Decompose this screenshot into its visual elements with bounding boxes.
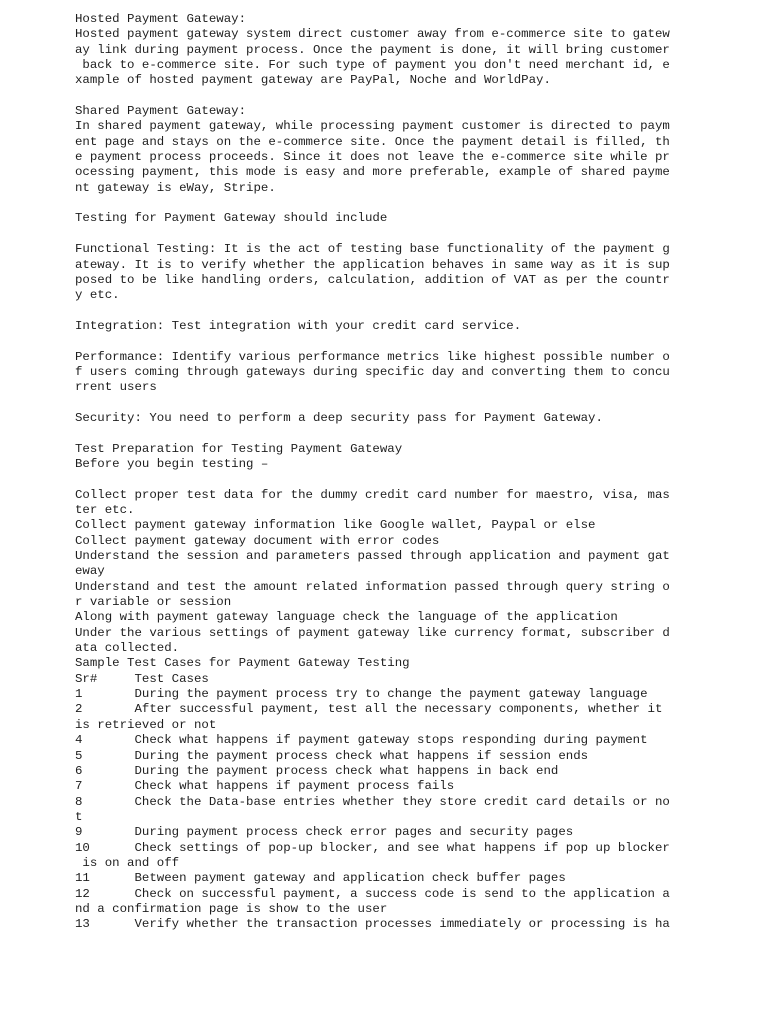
text-line: 1 During the payment process try to change the payment gateway language [75,687,648,702]
text-line: 7 Check what happens if payment process fails [75,779,455,794]
text-line: Hosted payment gateway system direct customer away from e-commerce site to gatew [75,27,670,42]
text-line: Test Preparation for Testing Payment Gateway [75,441,403,456]
text-line: Understand and test the amount related information passed through query string o [75,579,670,594]
text-line: Before you begin testing – [75,456,269,471]
text-line: 9 During payment process check error pages and security pages [75,825,574,840]
text-line: t [75,809,83,824]
text-line: Integration: Test integration with your credit card service. [75,318,522,333]
text-line: Hosted Payment Gateway: [75,12,247,26]
text-line: ocessing payment, this mode is easy and more preferable, example of shared payme [75,165,670,180]
text-line: is retrieved or not [75,717,217,732]
text-line: e payment process proceeds. Since it does not leave the e-commerce site while pr [75,150,670,165]
text-line: 10 Check settings of pop-up blocker, and see what happens if pop up blocker [75,840,670,855]
text-line: f users coming through gateways during specific day and converting them to concu [75,364,670,379]
text-line: ter etc. [75,503,135,517]
text-line: In shared payment gateway, while processing payment customer is directed to paym [75,119,670,134]
text-line [75,396,675,411]
text-line: Performance: Identify various performance metrics like highest possible number o [75,349,670,364]
text-line: ay link during payment process. Once the payment is done, it will bring customer [75,42,670,57]
text-line [75,227,675,242]
text-line: nd a confirmation page is show to the user [75,901,388,916]
text-line: Along with payment gateway language check the language of the application [75,610,618,625]
text-line: Collect payment gateway information like Google wallet, Paypal or else [75,518,596,533]
text-line: r variable or session [75,595,232,610]
text-line: Sample Test Cases for Payment Gateway Testing [75,656,410,671]
text-line: 8 Check the Data-base entries whether they store credit card details or no [75,794,670,809]
text-line: 2 After successful payment, test all the necessary components, whether it [75,702,663,717]
text-line: Under the various settings of payment gateway like currency format, subscriber d [75,625,670,640]
text-line: Functional Testing: It is the act of testing base functionality of the payment g [75,242,670,257]
text-line: ateway. It is to verify whether the application behaves in same way as it is sup [75,257,670,272]
document-text [75,12,675,933]
text-line: xample of hosted payment gateway are PayPal, Noche and WorldPay. [75,73,551,88]
text-line: y etc. [75,288,120,303]
text-line: 5 During the payment process check what happens if session ends [75,748,589,763]
text-line: is on and off [75,855,180,870]
text-line: Collect payment gateway document with error codes [75,533,440,548]
text-line: 13 Verify whether the transaction processes immediately or processing is ha [75,917,670,932]
text-line: rrent users [75,380,157,395]
text-line: Security: You need to perform a deep security pass for Payment Gateway. [75,410,603,425]
text-line: nt gateway is eWay, Stripe. [75,180,276,195]
text-line: Shared Payment Gateway: [75,104,247,119]
text-line [75,304,675,319]
text-line: Sr# Test Cases [75,671,209,686]
text-line: posed to be like handling orders, calculation, addition of VAT as per the countr [75,272,670,287]
text-line: back to e-commerce site. For such type of payment you don't need merchant id, e [75,58,670,73]
text-line: ata collected. [75,641,180,656]
text-line [75,89,675,104]
text-line: 6 During the payment process check what happens in back end [75,763,559,778]
text-line [75,472,675,487]
text-line: eway [75,564,105,579]
text-line: Collect proper test data for the dummy credit card number for maestro, visa, mas [75,487,670,502]
text-line [75,426,675,441]
text-line: ent page and stays on the e-commerce site. Once the payment detail is filled, th [75,134,670,149]
text-line [75,196,675,211]
text-line: Testing for Payment Gateway should include [75,211,388,226]
text-line: 12 Check on successful payment, a success code is send to the application a [75,886,670,901]
text-line: Understand the session and parameters passed through application and payment gat [75,549,670,564]
text-line [75,334,675,349]
text-line: 11 Between payment gateway and application check buffer pages [75,871,566,886]
text-line: 4 Check what happens if payment gateway stops responding during payment [75,733,648,748]
